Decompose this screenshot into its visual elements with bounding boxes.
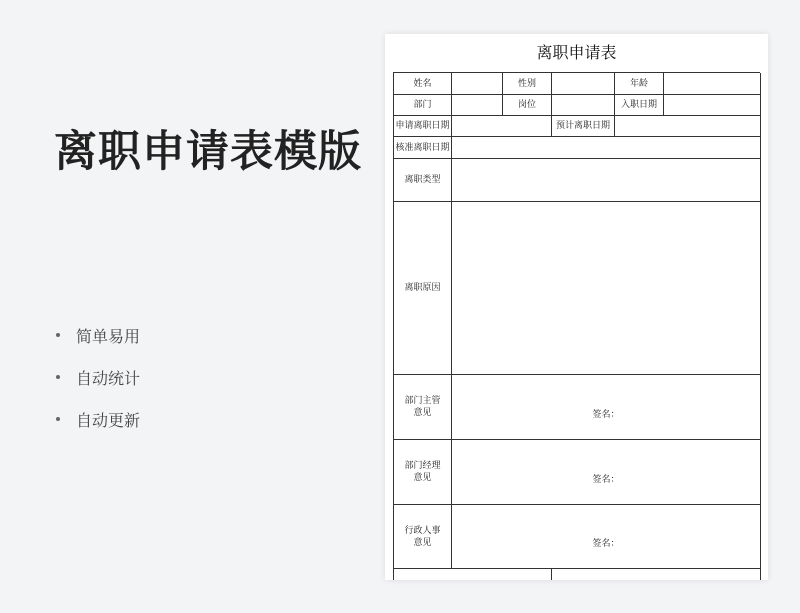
age-label: 年龄	[615, 73, 664, 95]
manager-label-line1: 部门经理	[404, 461, 441, 471]
position-field[interactable]	[552, 95, 615, 116]
reason-field[interactable]	[452, 202, 761, 375]
feature-item	[56, 314, 140, 356]
apply-date-label: 申请离职日期	[394, 116, 452, 137]
page-title: 离职申请表模版	[54, 127, 362, 177]
age-field[interactable]	[664, 73, 761, 95]
apply-date-field[interactable]	[452, 116, 552, 137]
feature-item	[56, 398, 140, 440]
bullet-icon	[56, 375, 60, 379]
manager-label-line2: 意见	[413, 473, 432, 483]
hr-signature-label: 签名：	[592, 539, 620, 549]
gender-field[interactable]	[552, 73, 615, 95]
manager-opinion-field[interactable]	[452, 440, 761, 505]
approved-date-field[interactable]	[452, 137, 761, 159]
type-field[interactable]	[452, 159, 761, 202]
supervisor-opinion-label	[394, 375, 452, 440]
supervisor-label-line1: 部门主管	[404, 396, 441, 406]
expected-date-label: 预计离职日期	[552, 116, 615, 137]
supervisor-opinion-field[interactable]	[452, 375, 761, 440]
reason-label: 离职原因	[394, 202, 452, 375]
expected-date-field[interactable]	[615, 116, 761, 137]
next-row-right-cell	[552, 569, 761, 580]
manager-signature-label: 签名：	[592, 475, 620, 485]
form-title: 离职申请表	[536, 43, 617, 62]
hr-label-line1: 行政人事	[404, 525, 441, 536]
dept-label: 部门	[394, 95, 452, 116]
bullet-icon	[56, 333, 60, 337]
form-preview-sheet	[385, 34, 768, 580]
type-label: 离职类型	[394, 159, 452, 202]
bullet-icon	[56, 417, 60, 421]
supervisor-signature-label: 签名：	[592, 410, 620, 420]
next-row-left-cell	[394, 569, 552, 580]
feature-list	[56, 314, 140, 440]
feature-label: 自动统计	[76, 368, 141, 388]
resignation-form-table	[393, 72, 760, 580]
name-label: 姓名	[394, 73, 452, 95]
feature-label: 简单易用	[76, 326, 141, 346]
entry-date-label: 入职日期	[615, 95, 664, 116]
feature-item	[56, 356, 140, 398]
name-field[interactable]	[452, 73, 503, 95]
hr-label-line2: 意见	[413, 537, 432, 548]
approved-date-label: 核准离职日期	[394, 137, 452, 159]
feature-label: 自动更新	[76, 410, 141, 430]
gender-label: 性别	[503, 73, 552, 95]
position-label: 岗位	[503, 95, 552, 116]
hr-opinion-label	[394, 505, 452, 569]
dept-field[interactable]	[452, 95, 503, 116]
entry-date-field[interactable]	[664, 95, 761, 116]
hr-opinion-field[interactable]	[452, 505, 761, 569]
supervisor-label-line2: 意见	[413, 408, 432, 418]
manager-opinion-label	[394, 440, 452, 505]
